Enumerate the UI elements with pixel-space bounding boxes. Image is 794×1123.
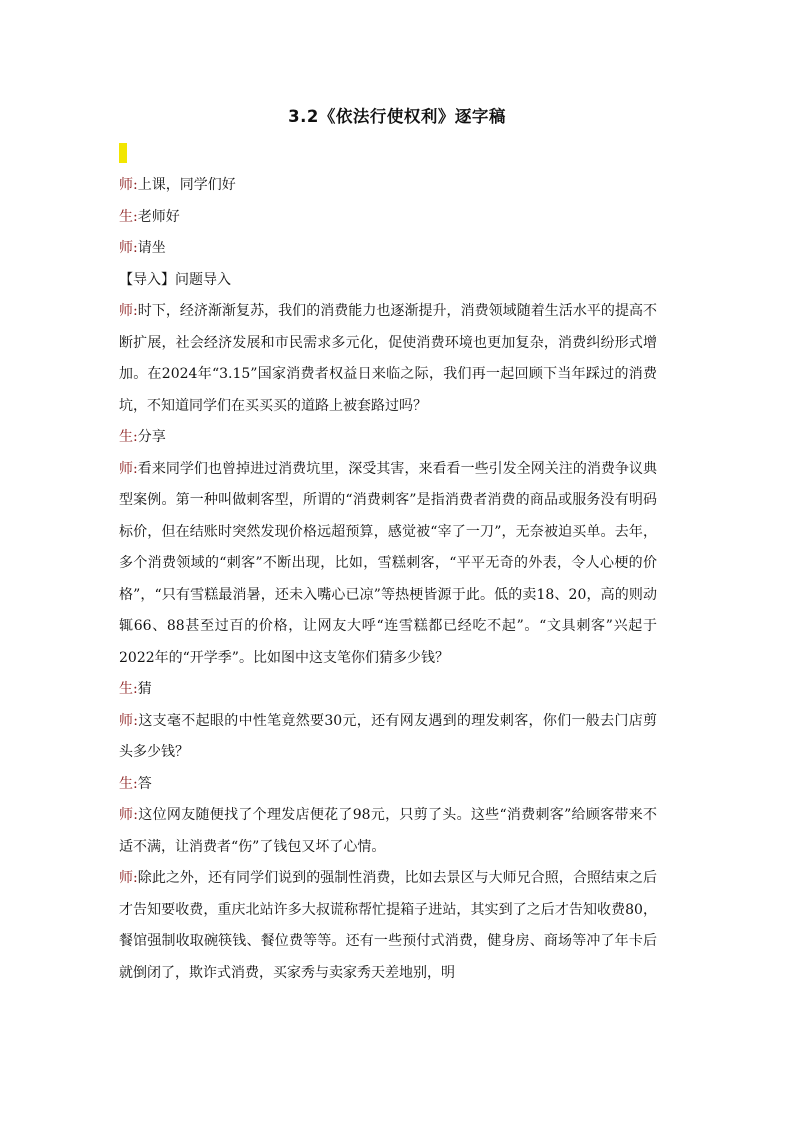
paragraph — [119, 863, 657, 989]
section-heading — [119, 265, 657, 297]
paragraph — [119, 706, 657, 769]
speaker-label: 师: — [119, 712, 139, 729]
paragraph — [119, 800, 657, 863]
transcript-body — [119, 170, 657, 989]
paragraph — [119, 674, 657, 706]
speaker-label: 生: — [119, 775, 138, 792]
speaker-label: 生: — [119, 208, 138, 225]
paragraph — [119, 233, 657, 265]
paragraph — [119, 170, 657, 202]
paragraph-text: 分享 — [137, 429, 166, 445]
paragraph-text: 时下，经济渐渐复苏，我们的消费能力也逐渐提升，消费领域随着生活水平的提高不断扩展，社会经济发展和市民需求多元化，促使消费环境也更加复杂，消费纠纷形式增加。在2024年“3.15”国家消费者权益日来临之际，我们再一起回顾下当年踩过的消费坑，不知道同学们在买买买的道路上被套路过吗？ — [119, 303, 658, 414]
speaker-label: 师: — [119, 177, 138, 193]
paragraph — [119, 769, 657, 801]
speaker-label: 师: — [119, 807, 139, 823]
paragraph-text: 看来同学们也曾掉进过消费坑里，深受其害，来看看一些引发全网关注的消费争议典型案例。第一种叫做刺客型，所谓的“消费刺客”是指消费者消费的商品或服务没有明码标价，但在结账时突然发现价格远超预算，感觉被“宰了一刀”，无奈被迫买单。去年，多个消费领域的“刺客”不断出现，比如，雪糕刺客，“平平无奇的外表，令人心梗的价格”，“只有雪糕最消暑，还未入嘴心已凉”等热梗皆源于此。低的卖18、20，高的则动辄66、88甚至过百的价格，让网友大呼“连雪糕都已经吃不起”。“文具刺客”兴起于2022年的“开学季”。比如图中这支笔你们猜多少钱？ — [119, 460, 658, 666]
paragraph-text: 这位网友随便找了个理发店便花了98元，只剪了头。这些“消费刺客”给顾客带来不适不满，让消费者“伤”了钱包又坏了心情。 — [119, 807, 657, 855]
paragraph-text: 除此之外，还有同学们说到的强制性消费，比如去景区与大师兄合照，合照结束之后才告知要收费，重庆北站许多大叔谎称帮忙提箱子进站，其实到了之后才告知收费80，餐馆强制收取碗筷钱、餐位费等等。还有一些预付式消费，健身房、商场等冲了年卡后就倒闭了，欺诈式消费，买家秀与卖家秀天差地别，明 — [119, 870, 658, 981]
paragraph-text: 猜 — [137, 681, 152, 697]
paragraph-text: 请坐 — [137, 240, 166, 256]
paragraph-text: 答 — [137, 775, 152, 792]
paragraph — [119, 422, 657, 454]
speaker-label: 师: — [119, 870, 138, 886]
paragraph-text: 【导入】问题导入 — [119, 271, 231, 288]
paragraph-text: 这支毫不起眼的中性笔竟然要30元，还有网友遇到的理发刺客，你们一般去门店剪头多少钱？ — [119, 712, 658, 760]
paragraph — [119, 202, 657, 234]
highlight-marker — [119, 143, 127, 163]
document-title: 3.2《依法行使权利》逐字稿 — [288, 107, 506, 126]
speaker-label: 师: — [119, 460, 138, 477]
speaker-label: 师: — [119, 303, 138, 319]
paragraph — [119, 296, 657, 422]
paragraph — [119, 454, 657, 675]
speaker-label: 生: — [119, 429, 138, 445]
speaker-label: 师: — [119, 240, 138, 256]
paragraph-text: 老师好 — [137, 208, 180, 225]
paragraph-text: 上课，同学们好 — [137, 177, 236, 193]
speaker-label: 生: — [119, 681, 138, 697]
